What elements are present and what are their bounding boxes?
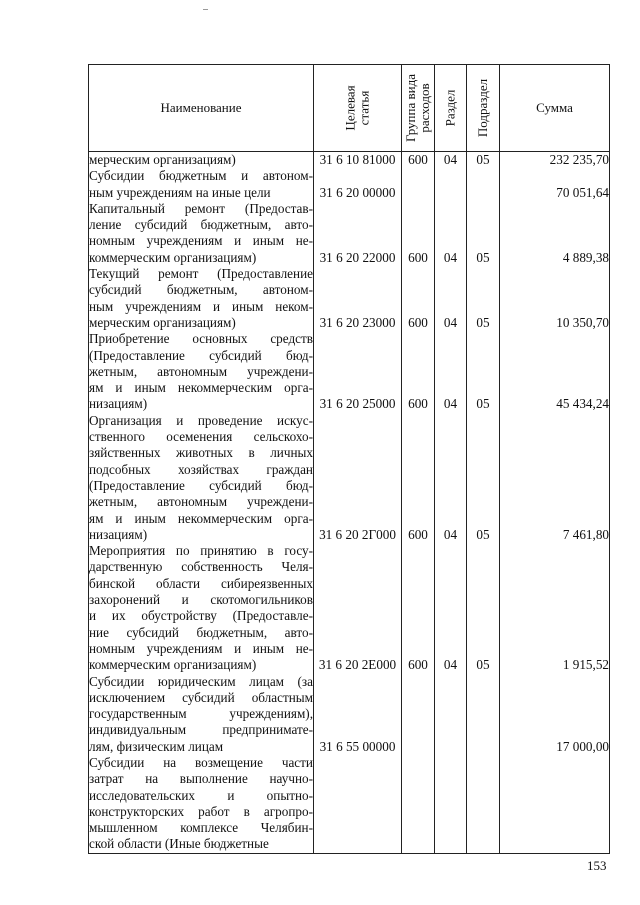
header-section-label: Раздел [442,89,458,127]
row-subsection: 05 [467,543,500,673]
row-sum: 10 350,70 [500,266,610,331]
row-name-line: Субсидии бюджетным и автоном- [89,168,313,184]
row-name-line: Текущий ремонт (Предоставление [89,266,313,282]
row-name-line: ской области (Иные бюджетные [89,836,269,852]
row-section: 04 [435,201,467,266]
row-sum: 17 000,00 [500,674,610,755]
row-name-line: бинской области сибиреязвенных [89,575,313,591]
row-name-line: мерческим организациям) [89,152,236,167]
row-sum: 7 461,80 [500,413,610,543]
row-group: 600 [402,266,435,331]
row-name-line: лям, физическим лицам [89,738,224,754]
row-group: 600 [402,331,435,412]
row-name-line: жетным, автономным учреждени- [89,494,313,510]
row-group [402,755,435,853]
row-section: 04 [435,266,467,331]
page-number: 153 [587,858,607,873]
row-subsection [467,168,500,201]
row-name-line: подсобных хозяйствах граждан [89,461,313,477]
row-name-line: номным учреждениям и иным не- [89,640,313,656]
row-name-line: ям и иным некоммерческим орга- [89,380,313,396]
row-article: 31 6 10 81000 [314,152,402,169]
row-name-line: и их обустройству (Предоставле- [89,608,313,624]
row-name-line: (Предоставление субсидий бюд- [89,477,313,493]
header-group [402,65,435,152]
row-subsection: 05 [467,152,500,169]
row-name [89,168,314,201]
row-subsection: 05 [467,201,500,266]
row-name-line: зяйственных животных в личных [89,445,313,461]
row-name-line: ным учреждениям и иным неком- [89,298,313,314]
row-article: 31 6 20 2Г000 [314,413,402,543]
row-name-line: захоронений и скотомогильников [89,592,313,608]
row-name-line: (Предоставление субсидий бюд- [89,347,313,363]
row-article: 31 6 20 2Е000 [314,543,402,673]
row-name-line: ным учреждениям на иные цели [89,184,271,200]
row-group: 600 [402,152,435,169]
row-name [89,266,314,331]
row-name [89,755,314,853]
row-name-line: низациям) [89,526,148,542]
row-name-line: мерческим организациям) [89,314,236,330]
row-sum: 1 915,52 [500,543,610,673]
row-section [435,755,467,853]
row-name-line: Субсидии юридическим лицам (за [89,673,313,689]
row-article [314,755,402,853]
row-subsection [467,674,500,755]
row-name-line: индивидуальным предпринимате- [89,722,313,738]
row-section: 04 [435,413,467,543]
header-group-label: Группа вида расходов [403,74,433,142]
row-name-line: Субсидии на возмещение части [89,754,313,770]
row-name-line: конструкторских работ в агропро- [89,803,313,819]
table-row [89,674,610,755]
row-article: 31 6 20 23000 [314,266,402,331]
row-group [402,674,435,755]
row-section [435,674,467,755]
row-subsection [467,755,500,853]
table-row [89,543,610,673]
row-name [89,674,314,755]
row-article: 31 6 20 00000 [314,168,402,201]
row-section [435,168,467,201]
row-sum: 4 889,38 [500,201,610,266]
row-name-line: низациям) [89,396,148,412]
table-row [89,413,610,543]
header-subsection-label: Подраздел [475,78,491,138]
row-sum: 45 434,24 [500,331,610,412]
row-name [89,413,314,543]
row-name-line: коммерческим организациям) [89,249,257,265]
row-subsection: 05 [467,331,500,412]
row-group [402,168,435,201]
row-name-line: ственного осеменения сельскохо- [89,429,313,445]
table-row [89,266,610,331]
table-row [89,152,610,169]
table-row [89,168,610,201]
row-section: 04 [435,152,467,169]
row-name [89,331,314,412]
row-name [89,152,314,169]
row-name-line: исключением субсидий областным [89,689,313,705]
row-name-line: государственным учреждениям), [89,706,313,722]
header-article-label: Целевая статья [342,85,372,131]
row-sum: 70 051,64 [500,168,610,201]
header-article [314,65,402,152]
row-name-line: исследовательских и опытно- [89,787,313,803]
row-name-line: Мероприятия по принятию в госу- [89,543,313,559]
row-subsection: 05 [467,266,500,331]
row-name [89,201,314,266]
row-name [89,543,314,673]
row-name-line: ние субсидий бюджетным, авто- [89,624,313,640]
header-subsection [467,65,500,152]
row-subsection: 05 [467,413,500,543]
row-name-line: Капитальный ремонт (Предостав- [89,200,313,216]
row-section: 04 [435,543,467,673]
row-article: 31 6 20 25000 [314,331,402,412]
header-section [435,65,467,152]
row-section: 04 [435,331,467,412]
row-group: 600 [402,201,435,266]
row-name-line: ям и иным некоммерческим орга- [89,510,313,526]
row-name-line: дарственную собственность Челя- [89,559,313,575]
table-row [89,201,610,266]
row-name-line: жетным, автономным учреждени- [89,363,313,379]
row-name-line: коммерческим организациям) [89,657,257,673]
scan-mark [203,9,208,10]
row-group: 600 [402,413,435,543]
row-sum: 232 235,70 [500,152,610,169]
row-name-line: Приобретение основных средств [89,331,313,347]
row-name-line: субсидий бюджетным, автоном- [89,282,313,298]
header-sum: Сумма [500,65,610,152]
row-name-line: затрат на выполнение научно- [89,771,313,787]
row-name-line: Организация и проведение искус- [89,412,313,428]
row-article: 31 6 20 22000 [314,201,402,266]
table-row [89,331,610,412]
row-sum [500,755,610,853]
table-row [89,755,610,853]
row-name-line: ление субсидий бюджетным, авто- [89,217,313,233]
row-name-line: номным учреждениям и иным не- [89,233,313,249]
row-group: 600 [402,543,435,673]
row-article: 31 6 55 00000 [314,674,402,755]
budget-table [88,64,610,854]
header-name: Наименование [89,65,314,152]
table-header-row [89,65,610,152]
row-name-line: мышленном комплексе Челябин- [89,820,313,836]
